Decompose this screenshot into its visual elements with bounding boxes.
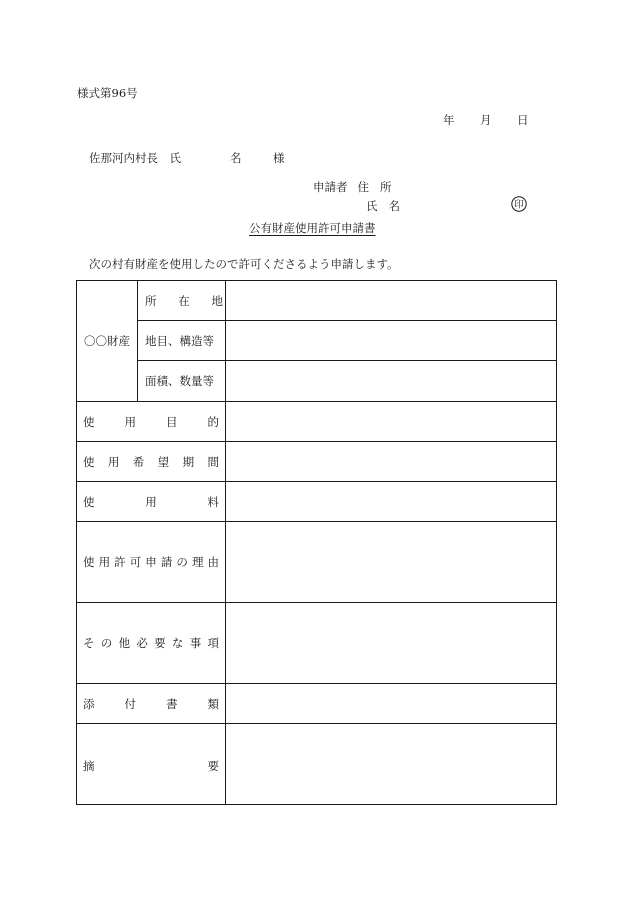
table-row bbox=[77, 522, 557, 603]
remarks-value[interactable] bbox=[226, 724, 557, 805]
addressee-title: 佐那河内村長 氏 bbox=[89, 151, 181, 165]
land-structure-label: 地目、構造等 bbox=[138, 321, 226, 361]
area-quantity-label: 面積、数量等 bbox=[138, 361, 226, 402]
date-year-label: 年 bbox=[443, 113, 455, 127]
reason-value[interactable] bbox=[226, 522, 557, 603]
seal-icon bbox=[511, 196, 527, 212]
table-row bbox=[77, 442, 557, 482]
usage-fee-label: 使 用 料 bbox=[77, 482, 226, 522]
table-row bbox=[77, 603, 557, 684]
date-line bbox=[443, 115, 529, 127]
other-matters-label: そ の 他 必 要 な 事 項 bbox=[77, 603, 226, 684]
desired-period-label: 使 用 希 望 期 間 bbox=[77, 442, 226, 482]
table-row bbox=[77, 684, 557, 724]
applicant-role: 申請者 bbox=[313, 180, 348, 194]
table-row bbox=[77, 361, 557, 402]
application-table bbox=[76, 280, 557, 805]
land-structure-value[interactable] bbox=[226, 321, 557, 361]
request-text: 次の村有財産を使用したので許可くださるよう申請します。 bbox=[89, 257, 399, 271]
reason-label: 使 用 許 可 申 請 の 理 由 bbox=[77, 522, 226, 603]
document-title: 公有財産使用許可申請書 bbox=[249, 221, 376, 235]
property-group-label: 〇〇財産 bbox=[77, 281, 138, 402]
table-row bbox=[77, 402, 557, 442]
name-label: 氏名 bbox=[366, 199, 411, 213]
other-matters-value[interactable] bbox=[226, 603, 557, 684]
applicant-address-line bbox=[313, 182, 403, 194]
purpose-value[interactable] bbox=[226, 402, 557, 442]
remarks-label: 摘 要 bbox=[77, 724, 226, 805]
addressee-name: 名 様 bbox=[230, 151, 295, 165]
location-value[interactable] bbox=[226, 281, 557, 321]
attachments-label: 添 付 書 類 bbox=[77, 684, 226, 724]
svg-text:印: 印 bbox=[514, 199, 524, 211]
area-quantity-value[interactable] bbox=[226, 361, 557, 402]
table-row bbox=[77, 281, 557, 321]
date-month-label: 月 bbox=[480, 113, 492, 127]
attachments-value[interactable] bbox=[226, 684, 557, 724]
usage-fee-value[interactable] bbox=[226, 482, 557, 522]
date-day-label: 日 bbox=[517, 113, 529, 127]
addressee bbox=[89, 153, 295, 165]
location-label: 所 在 地 bbox=[138, 281, 226, 321]
table-row bbox=[77, 482, 557, 522]
table-row bbox=[77, 724, 557, 805]
form-number: 様式第96号 bbox=[77, 86, 138, 100]
address-label: 住所 bbox=[357, 180, 403, 194]
purpose-label: 使 用 目 的 bbox=[77, 402, 226, 442]
table-row bbox=[77, 321, 557, 361]
desired-period-value[interactable] bbox=[226, 442, 557, 482]
